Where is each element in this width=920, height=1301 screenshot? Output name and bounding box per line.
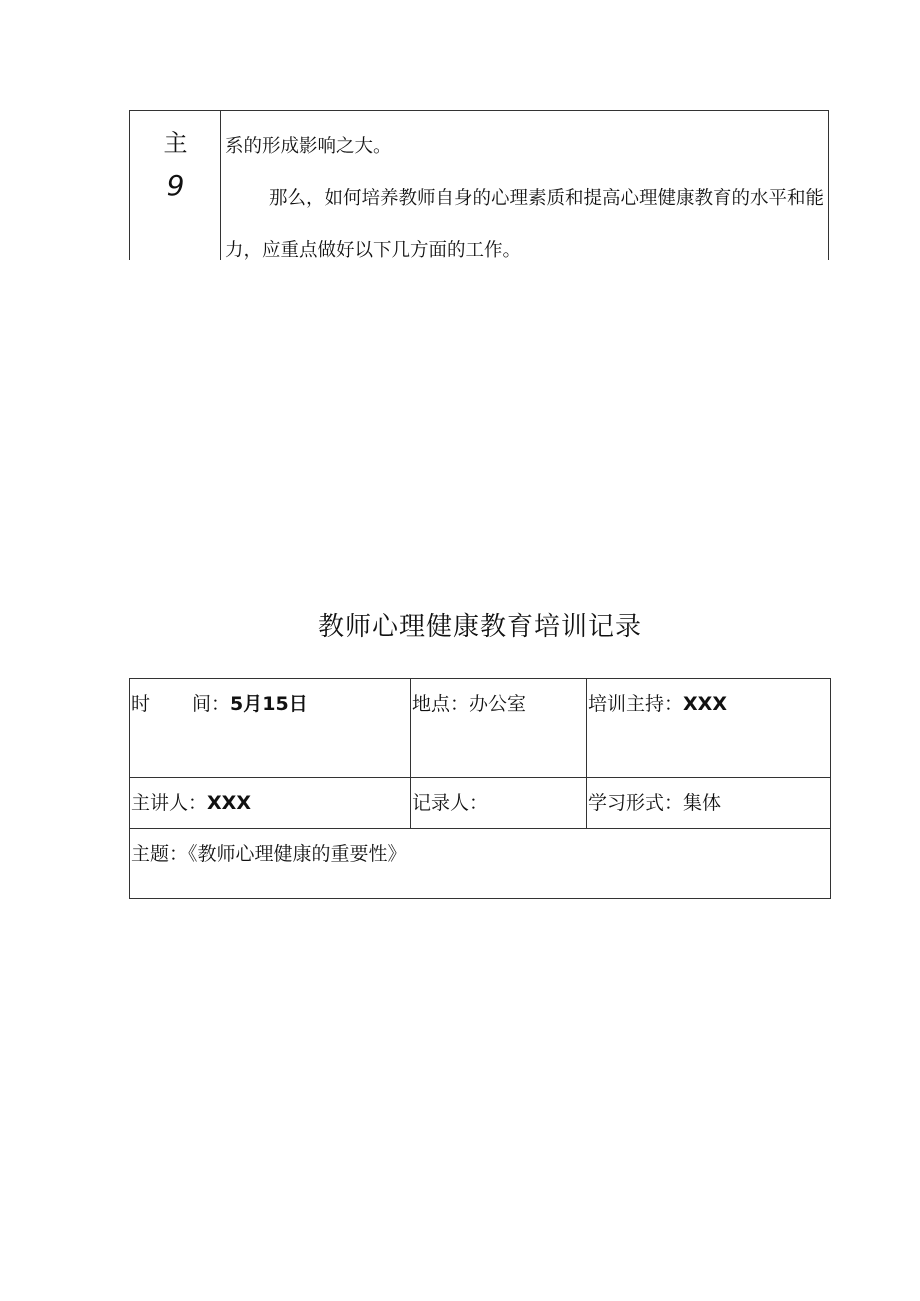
record-title: 教师心理健康教育培训记录 (317, 612, 642, 642)
continuation-table (129, 110, 829, 260)
location-label: 地点： (412, 693, 470, 715)
time-label-part2: 间： (192, 693, 231, 715)
continuation-paragraph-2: 那么，如何培养教师自身的心理素质和提高心理健康教育的水平和能力，应重点做好以下几方面的工作。 (225, 188, 825, 261)
topic-cell (130, 829, 831, 899)
form-value: 集体 (683, 792, 722, 814)
record-table (129, 678, 831, 899)
recorder-label: 记录人： (412, 792, 489, 814)
continuation-side-char: 主 (163, 129, 188, 157)
speaker-value: XXX (207, 792, 251, 814)
record-row-1 (130, 679, 831, 778)
host-value: XXX (683, 693, 727, 715)
continuation-body (225, 121, 825, 277)
host-label: 培训主持： (588, 693, 684, 715)
continuation-left-column (130, 111, 221, 260)
time-value: 5月15日 (230, 693, 308, 715)
topic-label: 主题： (131, 843, 189, 865)
continuation-page-number: 9 (166, 169, 185, 202)
speaker-label: 主讲人： (131, 792, 208, 814)
record-row-3 (130, 829, 831, 899)
time-label-part1: 时 (131, 693, 151, 715)
continuation-paragraph-1: 系的形成影响之大。 (225, 136, 392, 157)
topic-value: 《教师心理健康的重要性》 (188, 843, 407, 865)
form-label: 学习形式： (588, 792, 684, 814)
time-cell (130, 679, 411, 778)
location-cell (411, 679, 587, 778)
host-cell (587, 679, 831, 778)
location-value: 办公室 (469, 693, 527, 715)
